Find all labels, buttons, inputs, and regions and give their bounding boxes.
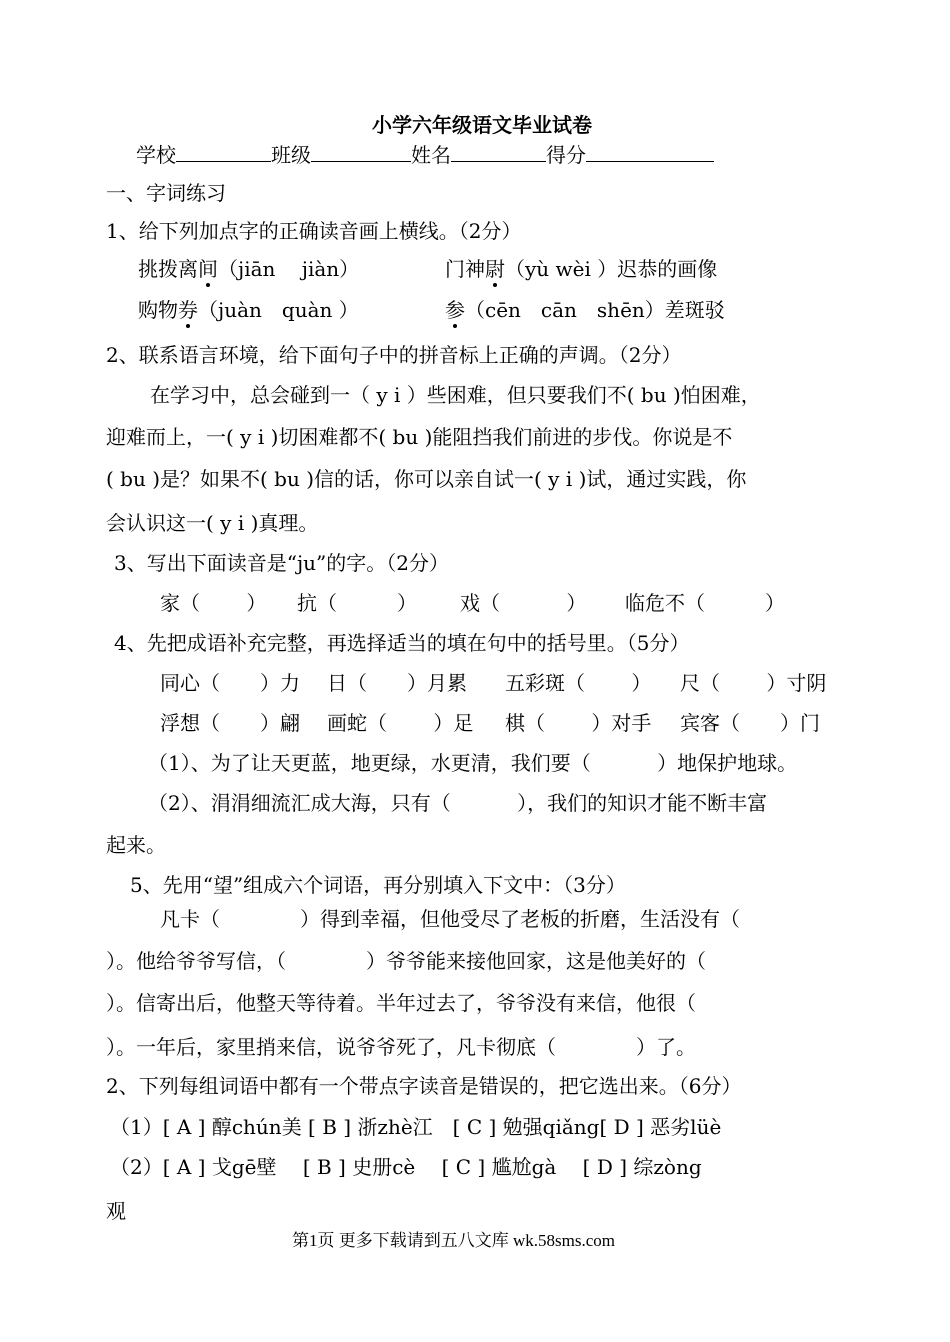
q6-row: （2）[ A ] 戈gē壁 [ B ] 史册cè [ C ] 尴尬gà [ D ] 综zòng [110, 1155, 702, 1179]
q1-item-b: 门神尉（yù wèi ）迟恭的画像 [445, 257, 718, 281]
q3-prompt: 3、写出下面读音是“ju”的字。（2分） [114, 551, 449, 575]
q4-prompt: 4、先把成语补充完整，再选择适当的填在句中的括号里。（5分） [114, 631, 690, 655]
header-fields [136, 141, 714, 168]
q4-idiom: 浮想（ ）翩 [160, 711, 300, 735]
q3-item: 戏（ ） [460, 591, 587, 615]
section-heading: 一、字词练习 [106, 181, 226, 205]
q3-item: 临危不（ ） [625, 591, 785, 615]
school-blank[interactable] [176, 141, 271, 162]
q5-paragraph-line: ）。一年后，家里捎来信，说爷爷死了，凡卡彻底（ ）了。 [106, 1035, 696, 1059]
q5-paragraph-line: ）。信寄出后，他整天等待着。半年过去了，爷爷没有来信，他很（ [106, 991, 696, 1015]
q1-item-d: 参（cēn cān shēn）差斑驳 [445, 298, 725, 322]
q5-paragraph-line: ）。他给爷爷写信，（ ）爷爷能来接他回家，这是他美好的（ [106, 949, 706, 973]
q3-item: 抗（ ） [297, 591, 417, 615]
q1-item-c: 购物券（juàn quàn ） [138, 298, 359, 322]
q6-row: （1）[ A ] 醇chún美 [ B ] 浙zhè江 [ C ] 勉强qiǎng[ D ] 恶劣lüè [110, 1115, 722, 1139]
q1-item-a: 挑拨离间（jiān jiàn） [138, 257, 360, 281]
school-label: 学校 [136, 143, 176, 167]
q4-idiom: 宾客（ ）门 [680, 711, 820, 735]
q4-sentence: 起来。 [106, 833, 166, 857]
q2-paragraph-line: ( bu )是？如果不( bu )信的话，你可以亲自试一( y i )试，通过实践，你 [106, 467, 747, 491]
q2-paragraph-line: 会认识这一( y i )真理。 [106, 511, 319, 535]
q5-paragraph-line: 凡卡（ ）得到幸福，但他受尽了老板的折磨，生活没有（ [160, 907, 740, 931]
q4-idiom: 尺（ ）寸阴 [680, 671, 827, 695]
score-blank[interactable] [586, 141, 714, 162]
q4-sentence: （2）、涓涓细流汇成大海，只有（ ），我们的知识才能不断丰富 [148, 791, 768, 815]
score-label: 得分 [546, 143, 586, 167]
q2-paragraph-line: 在学习中，总会碰到一（ y i ）些困难，但只要我们不( bu )怕困难， [150, 383, 761, 407]
q4-sentence: （1）、为了让天更蓝，地更绿，水更清，我们要（ ）地保护地球。 [148, 751, 798, 775]
q4-idiom: 棋（ ）对手 [505, 711, 652, 735]
q2-paragraph-line: 迎难而上，一( y i )切困难都不( bu )能阻挡我们前进的步伐。你说是不 [106, 425, 733, 449]
page-title: 小学六年级语文毕业试卷 [372, 113, 592, 137]
page-footer: 第1页 更多下载请到五八文库 wk.58sms.com [292, 1231, 615, 1250]
name-label: 姓名 [411, 143, 451, 167]
q4-idiom: 画蛇（ ）足 [327, 711, 474, 735]
q3-item: 家（ ） [160, 591, 267, 615]
q6-row: 观 [106, 1199, 126, 1223]
q6-prompt: 2、下列每组词语中都有一个带点字读音是错误的，把它选出来。（6分） [106, 1074, 742, 1098]
q4-idiom: 日（ ）月累 [327, 671, 467, 695]
q4-idiom: 同心（ ）力 [160, 671, 300, 695]
q1-prompt: 1、给下列加点字的正确读音画上横线。（2分） [106, 219, 522, 243]
q2-prompt: 2、联系语言环境，给下面句子中的拼音标上正确的声调。（2分） [106, 343, 682, 367]
class-label: 班级 [271, 143, 311, 167]
q5-prompt: 5、先用“望”组成六个词语，再分别填入下文中：（3分） [130, 873, 626, 897]
name-blank[interactable] [451, 141, 546, 162]
class-blank[interactable] [311, 141, 411, 162]
q4-idiom: 五彩斑（ ） [505, 671, 652, 695]
